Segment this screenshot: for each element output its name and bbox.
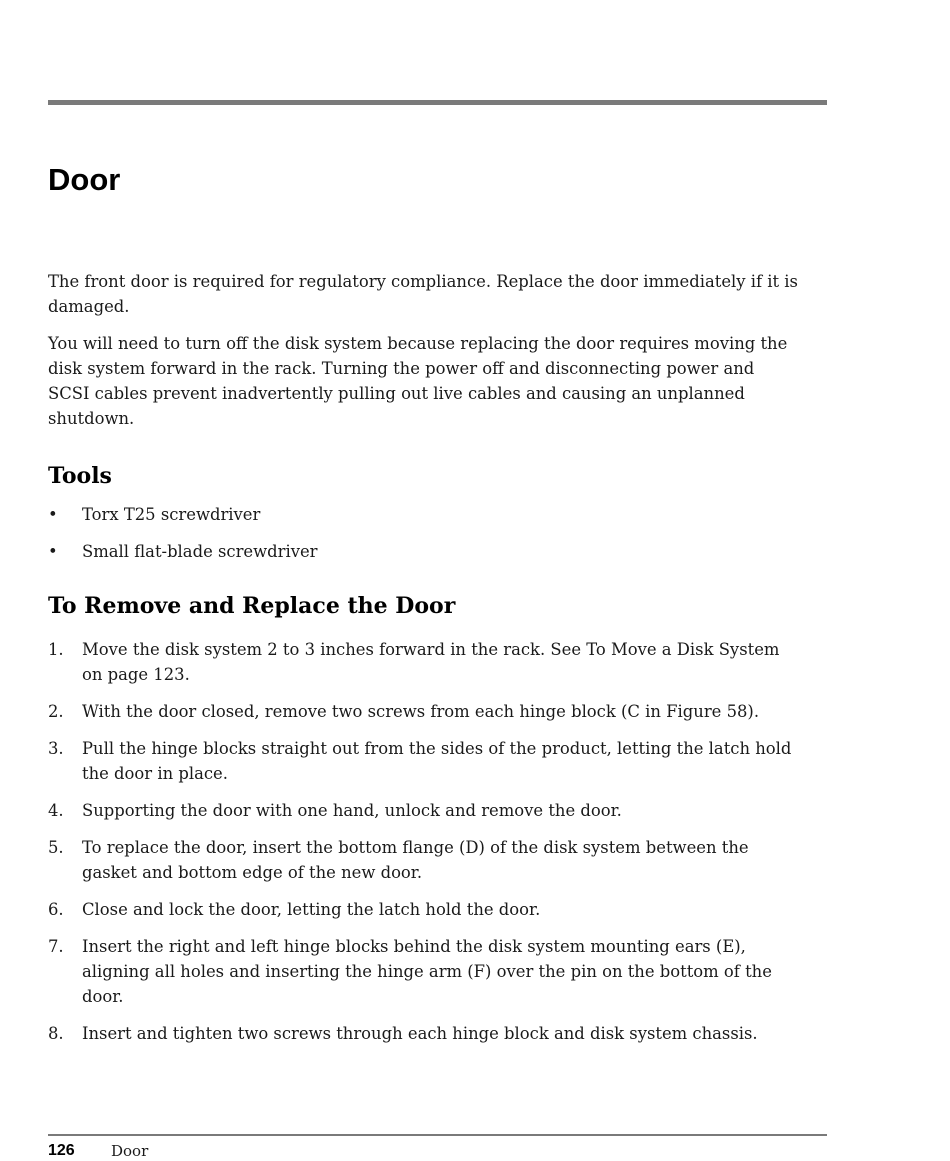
step-item <box>48 1021 798 1046</box>
step-item <box>48 835 798 885</box>
step-number: 2. <box>48 702 64 721</box>
page-title: Door <box>48 162 121 197</box>
step-text: Supporting the door with one hand, unlock and remove the door. <box>82 801 622 820</box>
step-number: 1. <box>48 640 64 659</box>
step-text: With the door closed, remove two screws from each hinge block (C in Figure 58). <box>82 702 760 721</box>
list-item-text: Small flat-blade screwdriver <box>82 542 318 561</box>
footer-section-name: Door <box>111 1142 149 1160</box>
step-number: 8. <box>48 1024 64 1043</box>
step-text: Close and lock the door, letting the latch hold the door. <box>82 900 541 919</box>
step-number: 4. <box>48 801 64 820</box>
step-item <box>48 699 798 724</box>
step-item <box>48 897 798 922</box>
step-text: To replace the door, insert the bottom flange (D) of the disk system between the gasket and bottom edge of the new door. <box>82 838 749 882</box>
step-text: Insert the right and left hinge blocks behind the disk system mounting ears (E), aligning all holes and inserting the hinge arm (F) over the pin on the bottom of the door. <box>82 937 772 1006</box>
footer-rule <box>48 1134 827 1136</box>
step-item <box>48 736 798 786</box>
footer-page-number: 126 <box>48 1142 75 1159</box>
step-item <box>48 637 798 687</box>
step-text: Pull the hinge blocks straight out from the sides of the product, letting the latch hold the door in place. <box>82 739 792 783</box>
step-number: 5. <box>48 838 64 857</box>
list-item <box>48 502 798 527</box>
list-item-text: Torx T25 screwdriver <box>82 505 261 524</box>
step-text: Move the disk system 2 to 3 inches forward in the rack. See To Move a Disk System on page 123. <box>82 640 780 684</box>
header-rule <box>48 100 827 105</box>
step-item <box>48 798 798 823</box>
step-number: 3. <box>48 739 64 758</box>
procedure-steps <box>48 637 798 1046</box>
page-content <box>48 269 798 1058</box>
step-number: 7. <box>48 937 64 956</box>
list-item <box>48 539 798 564</box>
step-item <box>48 934 798 1009</box>
bullet-icon: • <box>48 505 58 524</box>
intro-paragraph: The front door is required for regulatory compliance. Replace the door immediately if it is damaged. <box>48 272 798 316</box>
step-text: Insert and tighten two screws through each hinge block and disk system chassis. <box>82 1024 758 1043</box>
tools-heading: Tools <box>48 463 112 489</box>
bullet-icon: • <box>48 542 58 561</box>
tools-list <box>48 502 798 564</box>
step-number: 6. <box>48 900 64 919</box>
intro-paragraph: You will need to turn off the disk system because replacing the door requires moving the disk system forward in the rack. Turning the power off and disconnecting power and SCSI cables prevent inadvertently pulling out live cables and causing an unplanned shutdown. <box>48 334 788 428</box>
procedure-heading: To Remove and Replace the Door <box>48 593 456 619</box>
